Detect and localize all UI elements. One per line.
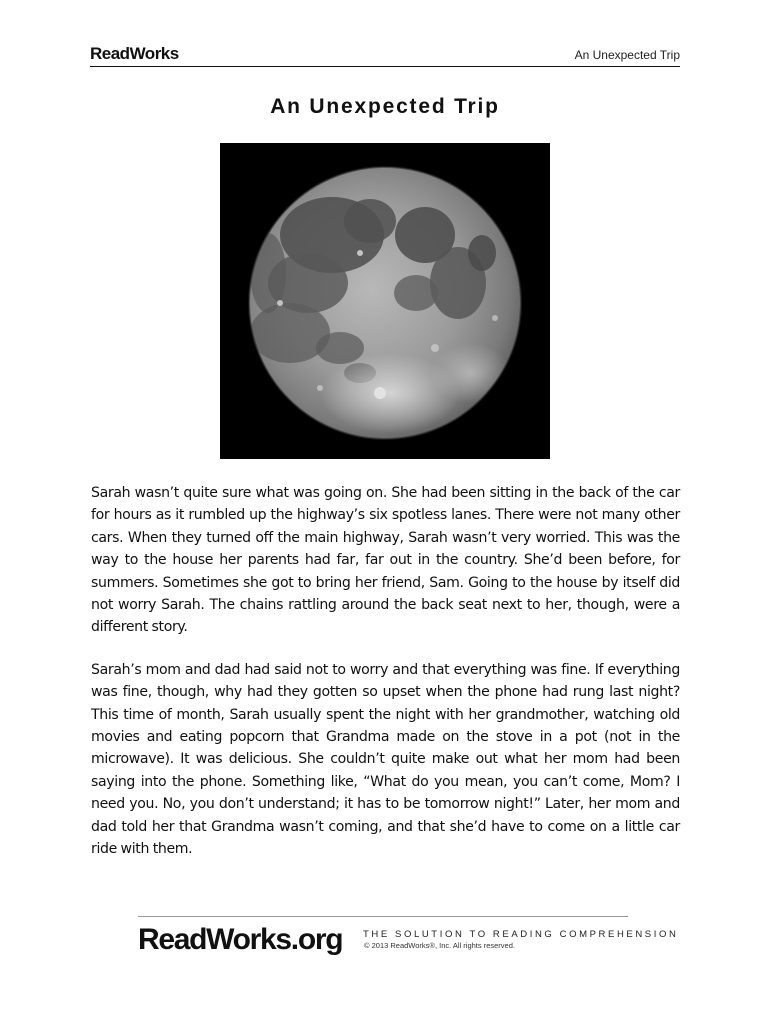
footer-tagline: THE SOLUTION TO READING COMPREHENSION [363,929,679,940]
story-text [91,482,680,881]
paragraph-2: Sarah’s mom and dad had said not to worry and that everything was fine. If everything was fine, though, why had they gotten so upset when the phone had rung last night? This time of month, Sarah usually spent the night with her grandmother, watching old movies and eating popcorn that Grandma made on the stove in a pot (not in the microwave). It was delicious. She couldn’t quite make out what her mom had been saying into the phone. Something like, “What do you mean, you can’t come, Mom? I need you. No, you don’t understand; it has to be tomorrow night!” Later, her mom and dad told her that Grandma wasn’t coming, and that she’d have to come on a little car ride with them. [91,661,680,858]
page-title: An Unexpected Trip [270,95,500,118]
footer-divider [138,916,628,917]
running-title: An Unexpected Trip [574,48,680,62]
readworks-logo: ReadWorks [90,44,179,63]
footer-copyright: © 2013 ReadWorks®, Inc. All rights reserved. [364,941,515,950]
paragraph-1: Sarah wasn’t quite sure what was going on. She had been sitting in the back of the car for hours as it rumbled up the highway’s six spotless lanes. There were not many other cars. When they turned off the main highway, Sarah wasn’t very worried. This was the way to the house her parents had far, far out in the country. She’d been before, for summers. Sometimes she got to bring her friend, Sam. Going to the house by itself did not worry Sarah. The chains rattling around the back seat next to her, though, were a different story. [91,485,680,636]
moon-image [220,143,550,459]
readworks-org-logo: ReadWorks.org [138,923,343,956]
page-header [90,40,680,67]
moon-illustration [220,143,550,459]
page-footer [138,913,679,963]
